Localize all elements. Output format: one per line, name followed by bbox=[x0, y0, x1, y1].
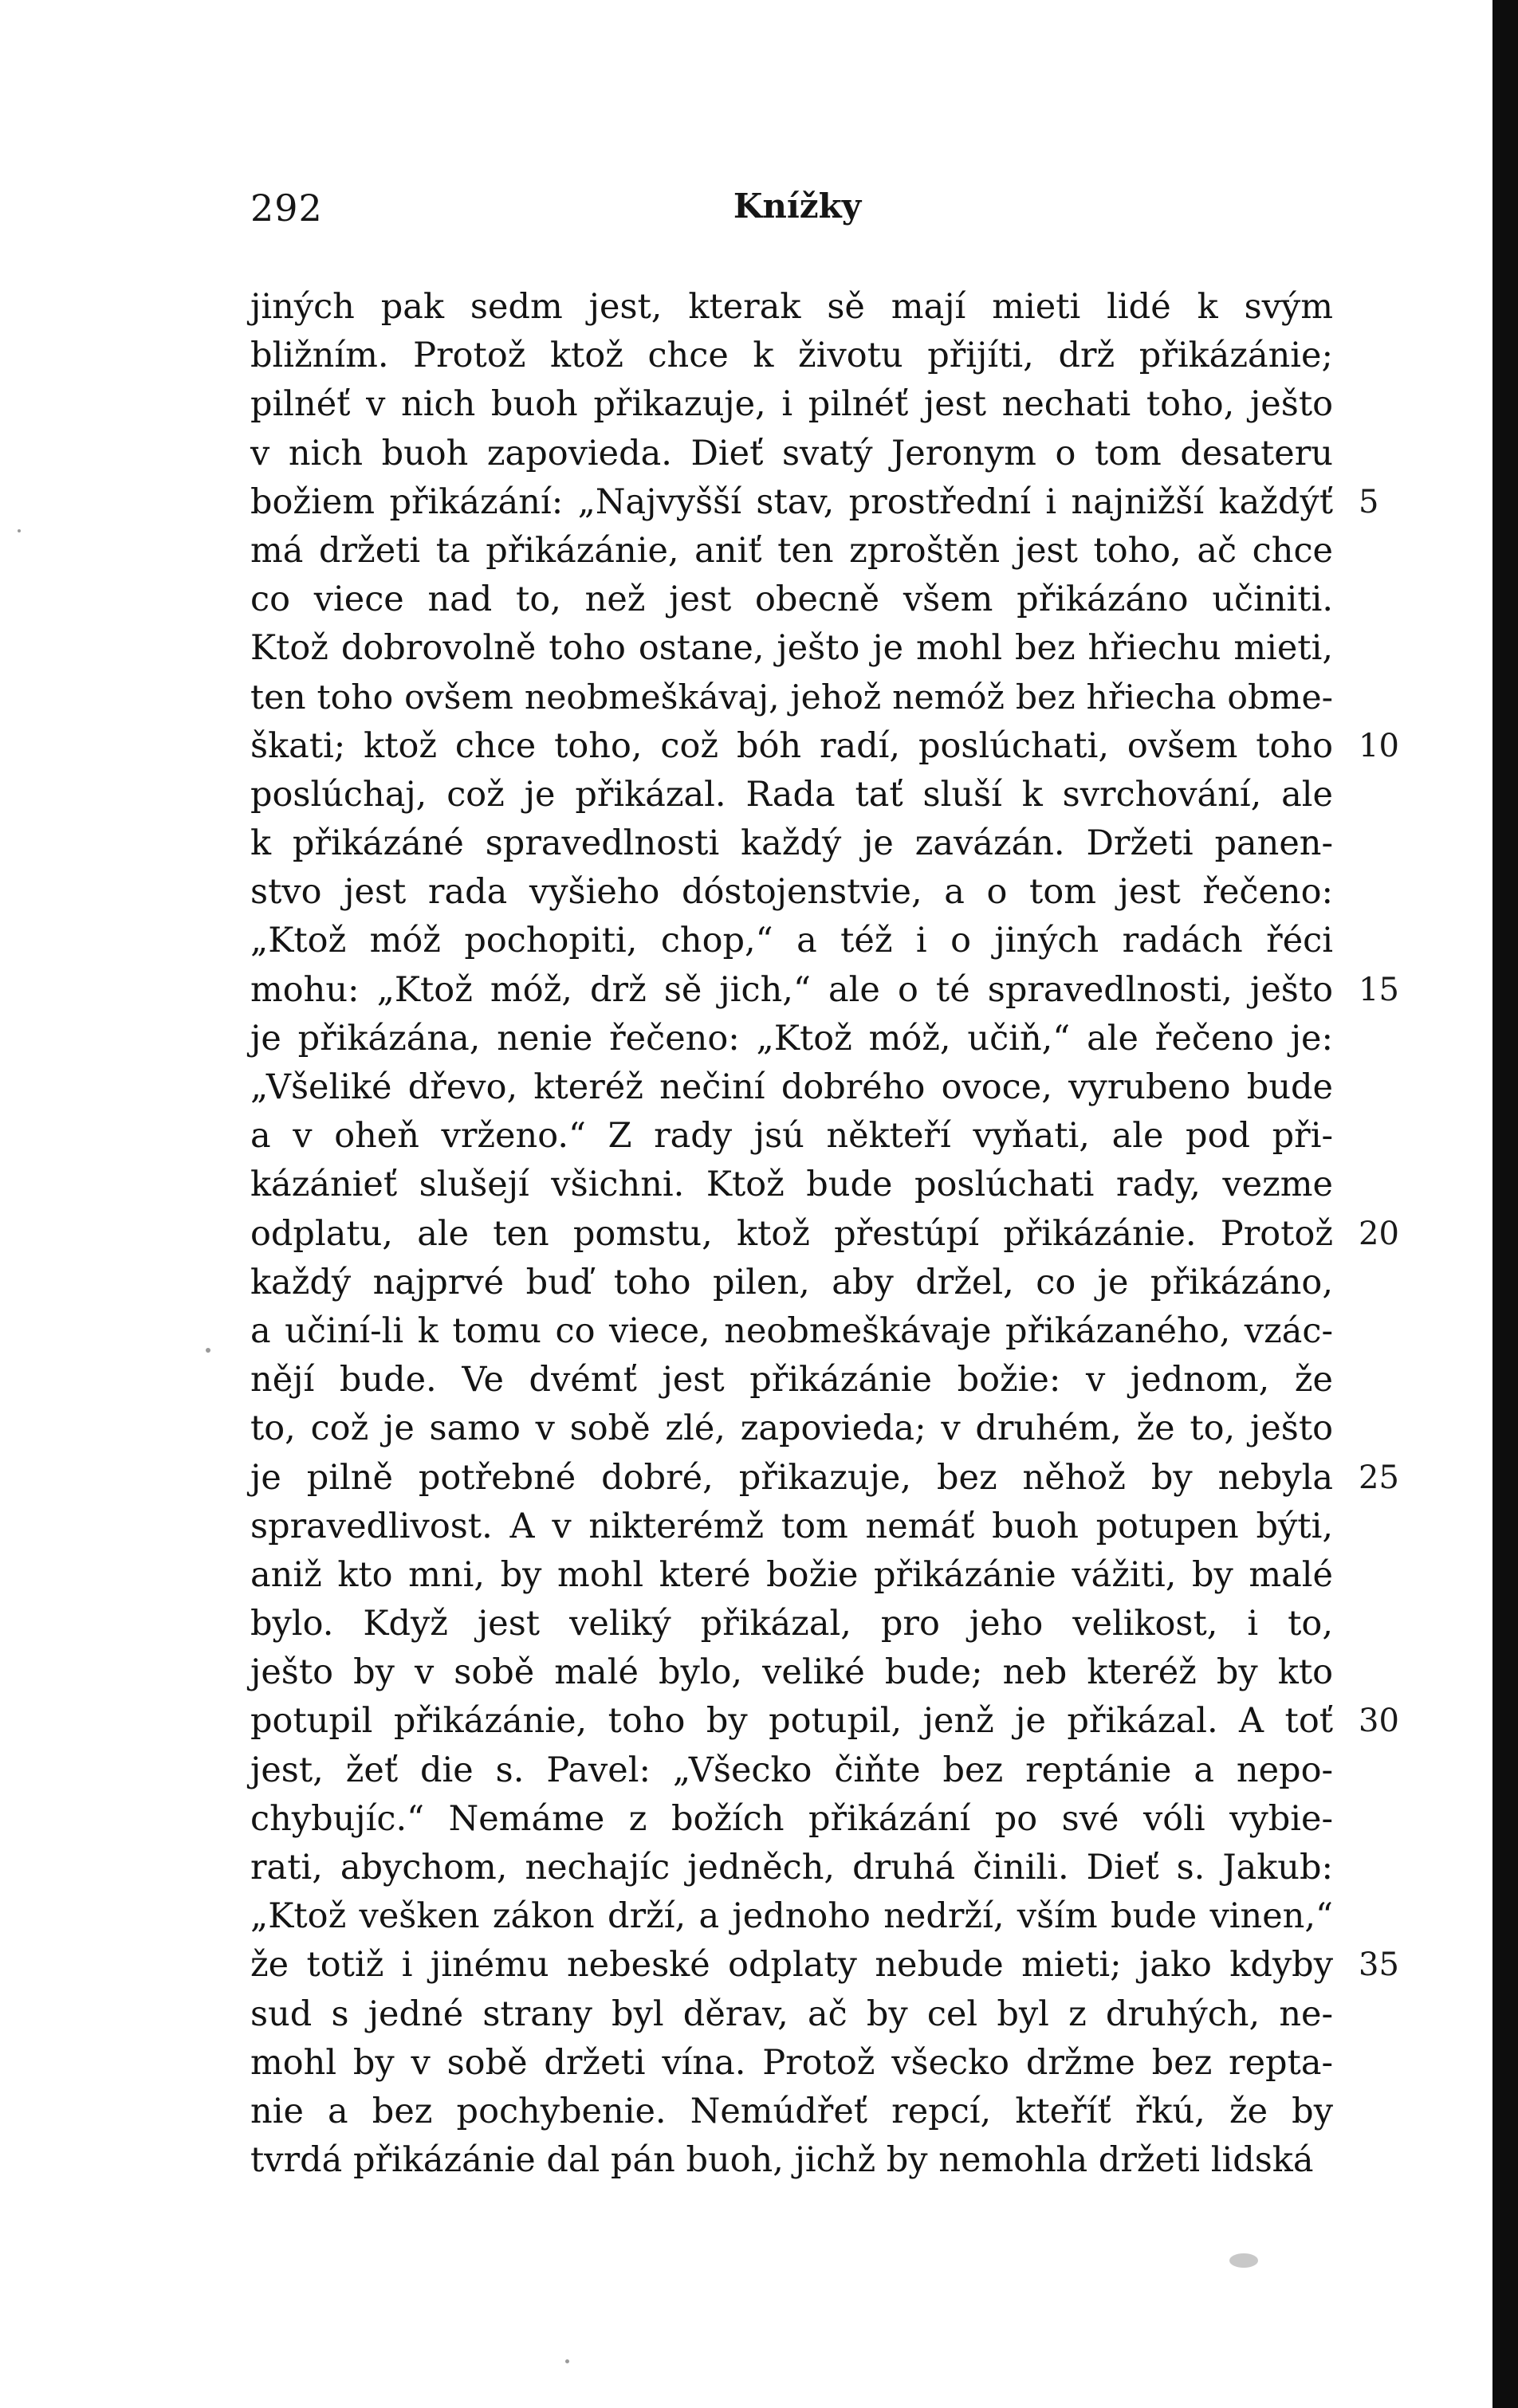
line-number: 30 bbox=[1359, 1703, 1399, 1740]
text-line bbox=[250, 674, 1333, 722]
text-line bbox=[250, 478, 1379, 527]
text-line bbox=[250, 1161, 1333, 1209]
text-line-content: chybujíc.“ Nemáme z božích přikázání po své vóli vybie- bbox=[250, 1798, 1333, 1839]
text-line-content: to, což je samo v sobě zlé, zapovieda; v druhém, že to, ješto bbox=[250, 1408, 1333, 1449]
text-line bbox=[250, 1404, 1333, 1453]
page-header bbox=[250, 182, 1344, 238]
text-line bbox=[250, 1697, 1399, 1746]
text-line-content: nie a bez pochybenie. Nemúdřeť repcí, kteříť řkú, že by bbox=[250, 2091, 1333, 2131]
text-line bbox=[250, 868, 1333, 917]
text-line-content: spravedlivost. A v nikterémž tom nemáť buoh potupen býti, bbox=[250, 1506, 1333, 1546]
text-line bbox=[250, 380, 1333, 429]
text-line bbox=[250, 1503, 1333, 1551]
text-line-content: je pilně potřebné dobré, přikazuje, bez něhož by nebyla bbox=[250, 1457, 1333, 1498]
text-line bbox=[250, 527, 1333, 575]
line-number: 25 bbox=[1359, 1459, 1399, 1496]
text-line-content: každý najprvé buď toho pilen, aby držel, co je přikázáno, bbox=[250, 1262, 1333, 1302]
text-line-content: k přikázáné spravedlnosti každý je zavázán. Držeti panen- bbox=[250, 823, 1333, 864]
text-line bbox=[250, 1356, 1333, 1404]
text-line-content: ten toho ovšem neobmeškávaj, jehož nemóž bez hřiecha obme- bbox=[250, 678, 1333, 717]
text-line bbox=[250, 1892, 1333, 1941]
paper-speck bbox=[206, 1348, 210, 1353]
text-line bbox=[250, 624, 1333, 673]
text-line bbox=[250, 1941, 1399, 1990]
text-line bbox=[250, 1210, 1399, 1259]
running-title: Knížky bbox=[733, 187, 862, 226]
text-line-content: že totiž i jinému nebeské odplaty nebude mieti; jako kdyby bbox=[250, 1945, 1333, 1986]
text-line bbox=[250, 430, 1333, 478]
text-line bbox=[250, 1454, 1399, 1503]
text-line bbox=[250, 283, 1333, 332]
text-line bbox=[250, 1746, 1333, 1795]
text-line-content: ješto by v sobě malé bylo, veliké bude; neb kteréž by kto bbox=[250, 1652, 1333, 1693]
paper-speck bbox=[18, 529, 21, 532]
text-line-content: a v oheň vrženo.“ Z rady jsú někteří vyňati, ale pod při- bbox=[250, 1116, 1333, 1157]
text-line-content: kázánieť slušejí všichni. Ktož bude poslúchati rady, vezme bbox=[250, 1165, 1333, 1205]
text-line bbox=[250, 722, 1399, 771]
text-line-content: poslúchaj, což je přikázal. Rada tať sluší k svrchování, ale bbox=[250, 774, 1333, 815]
text-line-content: jiných pak sedm jest, kterak sě mají mieti lidé k svým bbox=[250, 287, 1333, 327]
text-line-content: Ktož dobrovolně toho ostane, ješto je mohl bez hřiechu mieti, bbox=[250, 628, 1333, 669]
text-line bbox=[250, 1600, 1333, 1648]
text-line-content: nějí bude. Ve dvémť jest přikázánie božie: v jednom, že bbox=[250, 1360, 1333, 1400]
text-line-content: stvo jest rada vyšieho dóstojenstvie, a o tom jest řečeno: bbox=[250, 872, 1333, 913]
text-line bbox=[250, 819, 1333, 868]
text-line-content: odplatu, ale ten pomstu, ktož přestúpí přikázánie. Protož bbox=[250, 1213, 1333, 1254]
text-line-content: jest, žeť die s. Pavel: „Všecko čiňte bez reptánie a nepo- bbox=[250, 1750, 1333, 1790]
text-line-content: a učiní-li k tomu co viece, neobmeškávaje přikázaného, vzác- bbox=[250, 1310, 1333, 1351]
text-line bbox=[250, 2136, 1333, 2185]
page-edge-shadow bbox=[1492, 0, 1518, 2408]
line-number: 35 bbox=[1359, 1946, 1399, 1984]
text-line bbox=[250, 1307, 1333, 1356]
line-number: 5 bbox=[1359, 483, 1379, 520]
text-line-content: mohu: „Ktož móž, drž sě jich,“ ale o té spravedlnosti, ješto bbox=[250, 969, 1333, 1010]
text-line bbox=[250, 1015, 1333, 1063]
text-line bbox=[250, 917, 1333, 965]
text-line-content: škati; ktož chce toho, což bóh radí, poslúchati, ovšem toho bbox=[250, 725, 1333, 766]
text-line-content: bylo. Když jest veliký přikázal, pro jeho velikost, i to, bbox=[250, 1604, 1333, 1644]
text-line bbox=[250, 1648, 1333, 1697]
text-line-content: božiem přikázání: „Najvyšší stav, prostřední i najnižší každýť bbox=[250, 481, 1333, 522]
text-line bbox=[250, 771, 1333, 819]
text-line-content: je přikázána, nenie řečeno: „Ktož móž, učiň,“ ale řečeno je: bbox=[250, 1018, 1333, 1059]
text-line-content: mohl by v sobě držeti vína. Protož všecko držme bez repta- bbox=[250, 2042, 1333, 2083]
text-line bbox=[250, 575, 1333, 624]
paper-speck bbox=[565, 2359, 569, 2363]
text-line-content: pilnéť v nich buoh přikazuje, i pilnéť jest nechati toho, ješto bbox=[250, 384, 1333, 425]
text-line bbox=[250, 1795, 1333, 1844]
text-line bbox=[250, 332, 1333, 380]
text-line-content: sud s jedné strany byl děrav, ač by cel byl z druhých, ne- bbox=[250, 1994, 1333, 2034]
text-line-content: má držeti ta přikázánie, aniť ten zproštěn jest toho, ač chce bbox=[250, 530, 1333, 571]
page-number: 292 bbox=[250, 187, 323, 230]
text-line-content: potupil přikázánie, toho by potupil, jenž je přikázal. A toť bbox=[250, 1701, 1333, 1742]
text-line bbox=[250, 1551, 1333, 1600]
text-line bbox=[250, 1112, 1333, 1161]
text-line bbox=[250, 2039, 1333, 2088]
text-line-content: „Všeliké dřevo, kteréž nečiní dobrého ovoce, vyrubeno bude bbox=[250, 1067, 1333, 1107]
line-number: 15 bbox=[1359, 971, 1399, 1008]
line-number: 20 bbox=[1359, 1215, 1399, 1252]
text-line-content: aniž kto mni, by mohl které božie přikázánie vážiti, by malé bbox=[250, 1554, 1333, 1595]
body-text bbox=[250, 283, 1399, 2185]
text-line bbox=[250, 1063, 1333, 1112]
text-line bbox=[250, 2088, 1333, 2136]
text-line-content: v nich buoh zapovieda. Dieť svatý Jeronym o tom desateru bbox=[250, 433, 1333, 473]
text-line-content: „Ktož móž pochopiti, chop,“ a též i o jiných radách řéci bbox=[250, 921, 1333, 961]
text-line bbox=[250, 1259, 1333, 1307]
text-line-content: rati, abychom, nechajíc jedněch, druhá činili. Dieť s. Jakub: bbox=[250, 1848, 1333, 1888]
line-number: 10 bbox=[1359, 727, 1399, 764]
text-line bbox=[250, 1990, 1333, 2039]
text-line bbox=[250, 966, 1399, 1015]
text-line-content: tvrdá přikázánie dal pán buoh, jichž by nemohla držeti lidská bbox=[250, 2140, 1314, 2181]
text-line bbox=[250, 1844, 1333, 1892]
text-line-content: bližním. Protož ktož chce k životu přijíti, drž přikázánie; bbox=[250, 336, 1333, 376]
paper-speck bbox=[1229, 2253, 1258, 2268]
text-line-content: „Ktož vešken zákon drží, a jednoho nedrží, vším bude vinen,“ bbox=[250, 1896, 1333, 1937]
text-line-content: co viece nad to, než jest obecně všem přikázáno učiniti. bbox=[250, 579, 1333, 620]
